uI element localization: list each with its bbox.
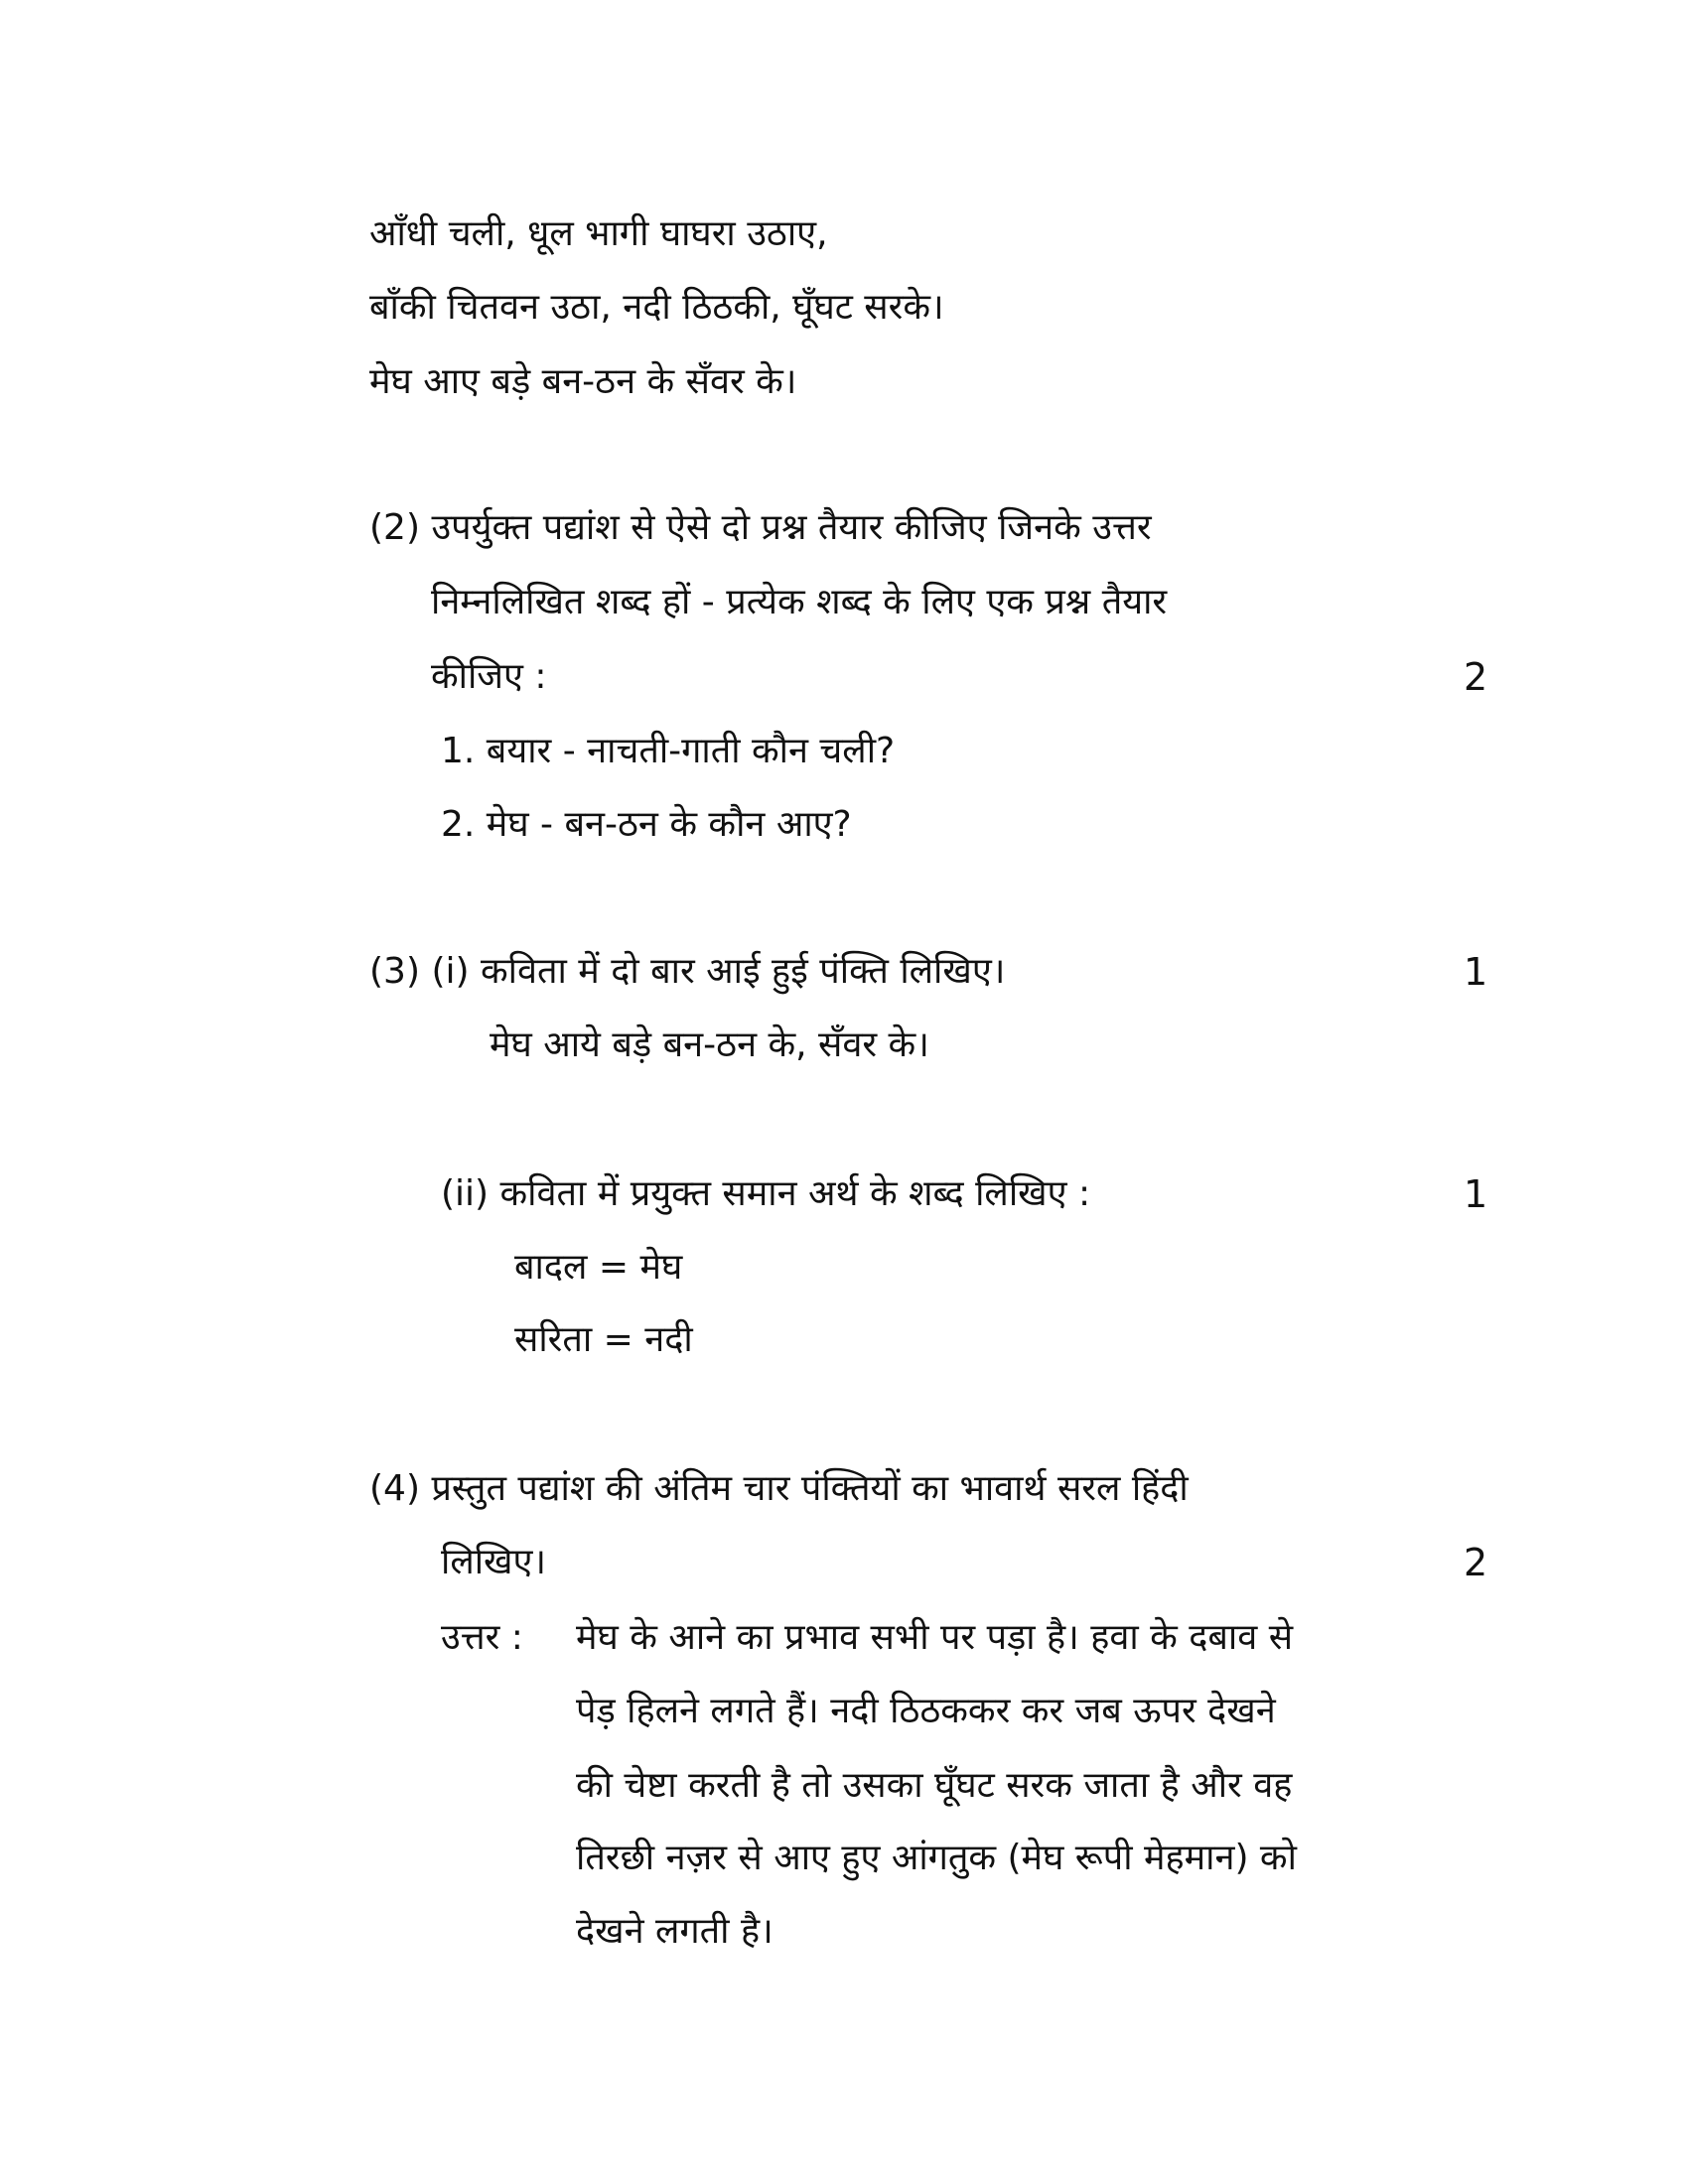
question-text: (4) प्रस्तुत पद्यांश की अंतिम चार पंक्तियों का भावार्थ सरल हिंदी [369,1468,1189,1509]
question-text: कीजिए : [431,656,547,697]
answer-item: 2. मेघ - बन-ठन के कौन आए? [441,804,852,845]
poem-line: आँधी चली, धूल भागी घाघरा उठाए, [369,213,828,254]
question-text: (ii) कविता में प्रयुक्त समान अर्थ के शब्द लिखिए : [441,1173,1091,1214]
answer-label: उत्तर : [441,1617,523,1658]
answer-line: पेड़ हिलने लगते हैं। नदी ठिठककर कर जब ऊपर देखने [576,1691,1276,1731]
answer-line: तिरछी नज़र से आए हुए आंगतुक (मेघ रूपी मेहमान) को [576,1838,1297,1878]
marks: 1 [1464,950,1488,994]
question-text: (2) उपर्युक्त पद्यांश से ऐसे दो प्रश्न तैयार कीजिए जिनके उत्तर [369,507,1152,548]
answer-item: बादल = मेघ [514,1247,683,1288]
marks: 2 [1464,655,1488,699]
answer-item: सरिता = नदी [514,1319,693,1360]
question-text: लिखिए। [441,1542,547,1582]
poem-line: मेघ आए बड़े बन-ठन के सँवर के। [369,361,797,402]
answer-text: मेघ आये बड़े बन-ठन के, सँवर के। [490,1024,929,1065]
marks: 1 [1464,1172,1488,1216]
marks: 2 [1464,1541,1488,1584]
question-text: निम्नलिखित शब्द हों - प्रत्येक शब्द के लिए एक प्रश्न तैयार [431,582,1168,622]
answer-line: देखने लगती है। [576,1911,774,1952]
poem-line: बाँकी चितवन उठा, नदी ठिठकी, घूँघट सरके। [369,287,944,328]
question-text: (3) (i) कविता में दो बार आई हुई पंक्ति लिखिए। [369,951,1006,992]
answer-item: 1. बयार - नाचती-गाती कौन चली? [441,731,896,771]
answer-line: की चेष्टा करती है तो उसका घूँघट सरक जाता है और वह [576,1765,1293,1806]
answer-line: मेघ के आने का प्रभाव सभी पर पड़ा है। हवा के दबाव से [576,1617,1294,1658]
